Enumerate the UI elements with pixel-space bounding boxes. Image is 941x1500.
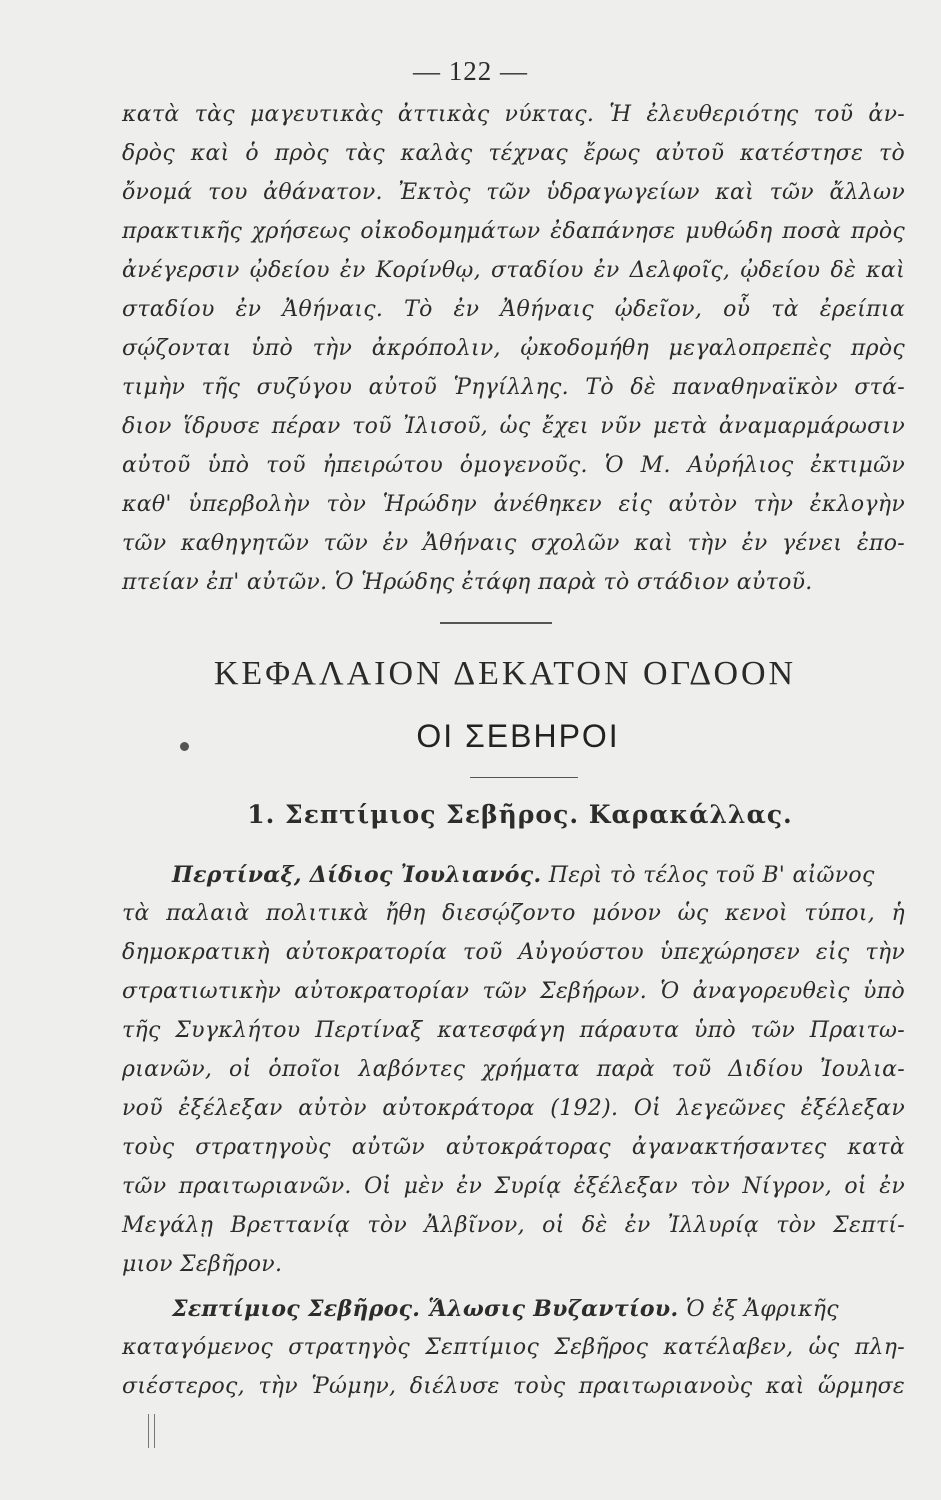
margin-mark — [148, 1414, 155, 1448]
text-line: τοὺς στρατηγοὺς αὐτῶν αὐτοκράτορας ἀγανακτήσαντες κατὰ — [122, 1135, 905, 1160]
chapter-subtitle: ΟΙ ΣΕΒΗΡΟΙ — [416, 718, 620, 754]
chapter-title: ΚΕΦΑΛΑΙΟΝ ΔΕΚΑΤΟΝ ΟΓΔΟΟΝ — [213, 655, 797, 692]
text-line: καθ' ὑπερβολὴν τὸν Ἡρώδην ἀνέθηκεν εἰς αὐτὸν τὴν ἐκλογὴν — [122, 492, 905, 517]
paragraph-lead: Περτίναξ, Δίδιος Ἰουλιανός. — [172, 862, 542, 888]
paragraph-first-line — [172, 860, 905, 891]
paragraph-lead: Σεπτίμιος Σεβῆρος. Ἅλωσις Βυζαντίου. — [172, 1296, 679, 1322]
text-line: σιέστερος, τὴν Ῥώμην, διέλυσε τοὺς πραιτωριανοὺς καὶ ὥρμησε — [122, 1374, 905, 1399]
text-line: ἀνέγερσιν ᾠδείου ἐν Κορίνθῳ, σταδίου ἐν Δελφοῖς, ᾠδείου δὲ καὶ — [122, 258, 905, 283]
separator-rule — [440, 622, 552, 624]
text-line: μιον Σεβῆρον. — [122, 1252, 283, 1277]
text-line: τὰ παλαιὰ πολιτικὰ ἤθη διεσῴζοντο μόνον ὡς κενοὶ τύποι, ἡ — [122, 901, 905, 926]
paragraph-text: Ὁ ἐξ Ἀφρικῆς — [678, 1297, 839, 1322]
separator-rule — [470, 777, 578, 778]
text-line: Μεγάλῃ Βρεττανίᾳ τὸν Ἀλβῖνον, οἱ δὲ ἐν Ἰλλυρίᾳ τὸν Σεπτί- — [122, 1213, 905, 1238]
text-line: διον ἵδρυσε πέραν τοῦ Ἰλισοῦ, ὡς ἔχει νῦν μετὰ ἀναμαρμάρωσιν — [122, 414, 905, 439]
paragraph-text: Περὶ τὸ τέλος τοῦ Β' αἰῶνος — [541, 863, 875, 888]
text-line: καταγόμενος στρατηγὸς Σεπτίμιος Σεβῆρος κατέλαβεν, ὡς πλη- — [122, 1335, 905, 1360]
page-number: — 122 — — [413, 56, 528, 86]
text-line: τῶν πραιτωριανῶν. Οἱ μὲν ἐν Συρίᾳ ἐξέλεξαν τὸν Νίγρον, οἱ ἐν — [122, 1174, 905, 1199]
text-line: πτείαν ἐπ' αὐτῶν. Ὁ Ἡρώδης ἐτάφη παρὰ τὸ στάδιον αὐτοῦ. — [122, 570, 813, 595]
paragraph-first-line — [172, 1294, 905, 1325]
text-line: αὐτοῦ ὑπὸ τοῦ ἠπειρώτου ὁμογενοῦς. Ὁ Μ. Αὐρήλιος ἐκτιμῶν — [122, 453, 905, 478]
text-line: κατὰ τὰς μαγευτικὰς ἀττικὰς νύκτας. Ἡ ἐλευθεριότης τοῦ ἀν- — [122, 102, 905, 127]
text-line: τῶν καθηγητῶν τῶν ἐν Ἀθήναις σχολῶν καὶ τὴν ἐν γένει ἐπο- — [122, 531, 905, 556]
section-heading: 1. Σεπτίμιος Σεβῆρος. Καρακάλλας. — [247, 800, 793, 829]
text-line: σταδίου ἐν Ἀθήναις. Τὸ ἐν Ἀθήναις ᾠδεῖον, οὗ τὰ ἐρείπια — [122, 297, 905, 322]
text-line: νοῦ ἐξέλεξαν αὐτὸν αὐτοκράτορα (192). Οἱ λεγεῶνες ἐξέλεξαν — [122, 1096, 905, 1121]
text-line: ὄνομά του ἀθάνατον. Ἐκτὸς τῶν ὑδραγωγείων καὶ τῶν ἄλλων — [122, 180, 905, 205]
text-line: δρὸς καὶ ὁ πρὸς τὰς καλὰς τέχνας ἔρως αὐτοῦ κατέστησε τὸ — [122, 141, 905, 166]
text-line: τῆς Συγκλήτου Περτίναξ κατεσφάγη πάραυτα ὑπὸ τῶν Πραιτω- — [122, 1018, 905, 1043]
text-line: ριανῶν, οἱ ὁποῖοι λαβόντες χρήματα παρὰ τοῦ Διδίου Ἰουλια- — [122, 1057, 905, 1082]
text-line: στρατιωτικὴν αὐτοκρατορίαν τῶν Σεβήρων. Ὁ ἀναγορευθεὶς ὑπὸ — [122, 979, 905, 1004]
text-line: τιμὴν τῆς συζύγου αὐτοῦ Ῥηγίλλης. Τὸ δὲ παναθηναϊκὸν στά- — [122, 375, 905, 400]
text-line: δημοκρατικὴ αὐτοκρατορία τοῦ Αὐγούστου ὑπεχώρησεν εἰς τὴν — [122, 940, 905, 965]
text-line: πρακτικῆς χρήσεως οἰκοδομημάτων ἐδαπάνησε μυθώδη ποσὰ πρὸς — [122, 219, 905, 244]
text-line: σῴζονται ὑπὸ τὴν ἀκρόπολιν, ᾠκοδομήθη μεγαλοπρεπὲς πρὸς — [122, 336, 905, 361]
